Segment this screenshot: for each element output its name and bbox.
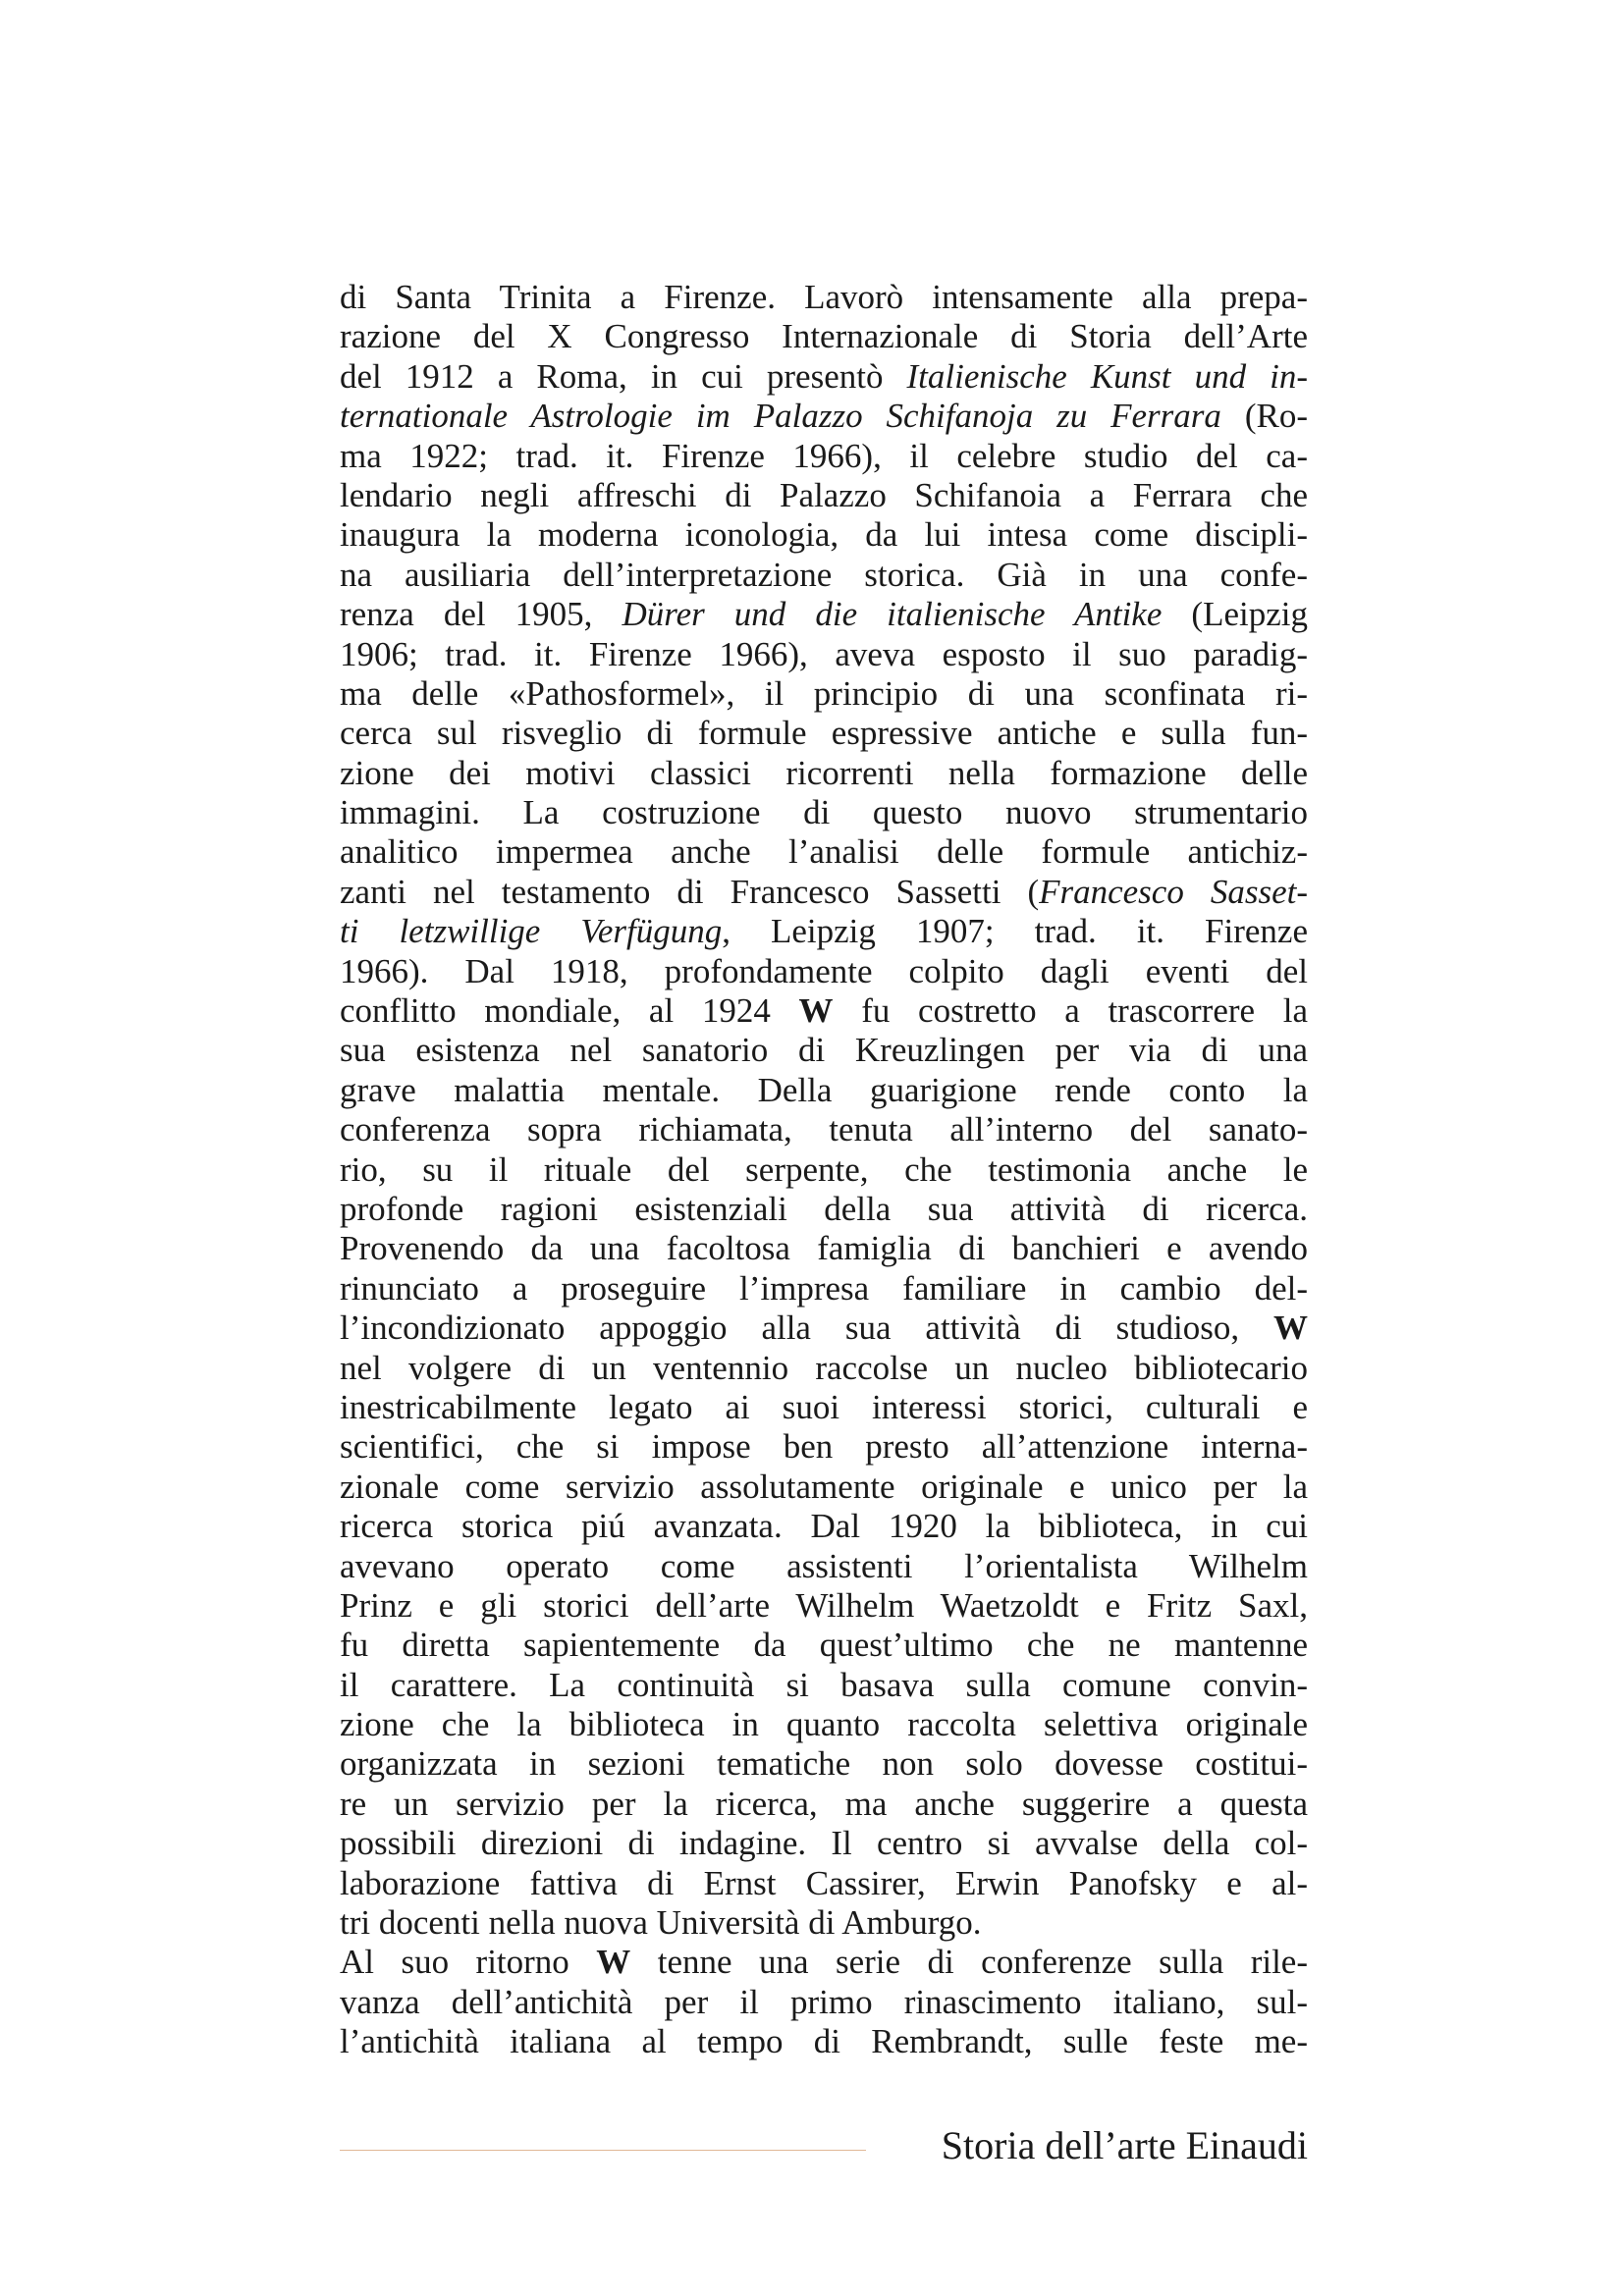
text-run: lendario negli affreschi di Palazzo Schifanoia a Ferrara che <box>340 475 1308 514</box>
text-line <box>340 793 1308 832</box>
text-run: di Santa Trinita a Firenze. Lavorò intensamente alla prepa- <box>340 278 1308 316</box>
text-run: ricerca storica piú avanzata. Dal 1920 la biblioteca, in cui <box>340 1507 1308 1546</box>
text-run: immagini. La costruzione di questo nuovo strumentario <box>340 793 1308 832</box>
text-run: ma 1922; trad. it. Firenze 1966), il celebre studio del ca- <box>340 436 1308 475</box>
bold-text: W <box>596 1943 631 1982</box>
text-run: ma delle «Pathosformel», il principio di una sconfinata ri- <box>340 673 1308 713</box>
text-line <box>340 1824 1308 1863</box>
text-line <box>340 1427 1308 1467</box>
italic-text: ti letzwillige Verfügung <box>340 912 723 951</box>
text-line <box>340 437 1308 476</box>
text-run: possibili direzioni di indagine. Il centro si avvalse della col- <box>340 1824 1308 1863</box>
text-line <box>340 1071 1308 1110</box>
text-run: 1906; trad. it. Firenze 1966), aveva esposto il suo paradig- <box>340 634 1308 673</box>
text-run: re un servizio per la ricerca, ma anche suggerire a questa <box>340 1784 1308 1823</box>
text-run: fu costretto a trascorrere la <box>833 991 1308 1031</box>
text-line <box>340 912 1308 951</box>
text-line <box>340 1864 1308 1903</box>
text-line <box>340 1110 1308 1149</box>
italic-text: Francesco Sasset- <box>1039 872 1308 911</box>
text-run: scientifici, che si impose ben presto all’attenzione interna- <box>340 1427 1308 1467</box>
text-run: rinunciato a proseguire l’impresa familiare in cambio del- <box>340 1268 1308 1308</box>
text-run: (Ro- <box>1220 397 1309 436</box>
text-line <box>340 1626 1308 1665</box>
text-run: del 1912 a Roma, in cui presentò <box>340 356 907 396</box>
text-line <box>340 476 1308 515</box>
text-line <box>340 991 1308 1031</box>
text-run: razione del X Congresso Internazionale di Storia dell’Arte <box>340 317 1308 356</box>
text-line <box>340 1744 1308 1784</box>
text-run: profonde ragioni esistenziali della sua attività di ricerca. <box>340 1189 1308 1228</box>
text-run: Provenendo da una facoltosa famiglia di banchieri e avendo <box>340 1229 1308 1268</box>
text-line <box>340 397 1308 436</box>
text-run: (Leipzig <box>1162 595 1308 634</box>
text-run: zione dei motivi classici ricorrenti nella formazione delle <box>340 753 1308 792</box>
text-line <box>340 952 1308 991</box>
italic-text: ternationale Astrologie im Palazzo Schifanoja zu Ferrara <box>340 397 1221 436</box>
text-run: zanti nel testamento di Francesco Sassetti ( <box>340 872 1040 911</box>
footer-title: Storia dell’arte Einaudi <box>941 2123 1308 2167</box>
text-line <box>340 1943 1308 1982</box>
text-line <box>340 278 1308 317</box>
text-run: vanza dell’antichità per il primo rinascimento italiano, sul- <box>340 1982 1308 2021</box>
text-line <box>340 2022 1308 2061</box>
text-line <box>340 754 1308 793</box>
text-run: tri docenti nella nuova Università di Amburgo. <box>340 1903 982 1943</box>
text-line <box>340 1388 1308 1427</box>
text-line <box>340 556 1308 595</box>
text-line <box>340 1785 1308 1824</box>
text-line <box>340 1507 1308 1546</box>
text-line <box>340 1150 1308 1190</box>
text-run: avevano operato come assistenti l’orientalista Wilhelm <box>340 1546 1308 1585</box>
text-line <box>340 317 1308 356</box>
text-line <box>340 1468 1308 1507</box>
text-run: cerca sul risveglio di formule espressive antiche e sulla fun- <box>340 714 1308 753</box>
italic-text: Italienische Kunst und in- <box>906 356 1308 396</box>
text-run: renza del 1905, <box>340 595 622 634</box>
bold-text: W <box>1273 1308 1308 1348</box>
bold-text: W <box>798 991 834 1031</box>
text-run: 1966). Dal 1918, profondamente colpito dagli eventi del <box>340 951 1308 990</box>
text-run: sua esistenza nel sanatorio di Kreuzlingen per via di una <box>340 1031 1308 1070</box>
text-run: tenne una serie di conferenze sulla rile- <box>630 1943 1308 1982</box>
text-run: analitico impermea anche l’analisi delle formule antichiz- <box>340 832 1308 872</box>
text-line <box>340 1308 1308 1348</box>
text-run: conflitto mondiale, al 1924 <box>340 991 799 1031</box>
text-line <box>340 873 1308 912</box>
text-line <box>340 832 1308 872</box>
text-run: nel volgere di un ventennio raccolse un nucleo bibliotecario <box>340 1348 1308 1387</box>
text-run: zione che la biblioteca in quanto raccolta selettiva originale <box>340 1705 1308 1744</box>
text-line <box>340 515 1308 555</box>
text-line <box>340 1547 1308 1586</box>
text-line <box>340 635 1308 674</box>
text-run: , Leipzig 1907; trad. it. Firenze <box>722 912 1308 951</box>
text-run: fu diretta sapientemente da quest’ultimo che ne mantenne <box>340 1626 1308 1665</box>
text-line <box>340 714 1308 753</box>
text-run: Prinz e gli storici dell’arte Wilhelm Waetzoldt e Fritz Saxl, <box>340 1585 1308 1625</box>
text-line <box>340 1190 1308 1229</box>
text-line <box>340 1031 1308 1070</box>
text-line <box>340 674 1308 714</box>
text-run: inestricabilmente legato ai suoi interessi storici, culturali e <box>340 1387 1308 1426</box>
text-run: organizzata in sezioni tematiche non solo dovesse costitui- <box>340 1744 1308 1784</box>
text-line <box>340 1705 1308 1744</box>
italic-text: Dürer und die italienische Antike <box>622 595 1163 634</box>
text-line <box>340 357 1308 397</box>
text-run: laborazione fattiva di Ernst Cassirer, Erwin Panofsky e al- <box>340 1863 1308 1902</box>
text-run: grave malattia mentale. Della guarigione rende conto la <box>340 1070 1308 1109</box>
text-run: rio, su il rituale del serpente, che testimonia anche le <box>340 1149 1308 1189</box>
text-run: inaugura la moderna iconologia, da lui intesa come discipli- <box>340 515 1308 555</box>
text-line <box>340 1349 1308 1388</box>
text-run: Al suo ritorno <box>340 1943 597 1982</box>
text-run: il carattere. La continuità si basava sulla comune convin- <box>340 1665 1308 1704</box>
text-line <box>340 1269 1308 1308</box>
text-line <box>340 1903 1308 1943</box>
text-line <box>340 1666 1308 1705</box>
text-line <box>340 1983 1308 2022</box>
text-run: conferenza sopra richiamata, tenuta all’interno del sanato- <box>340 1110 1308 1149</box>
text-run: l’antichità italiana al tempo di Rembrandt, sulle feste me- <box>340 2022 1308 2061</box>
text-line <box>340 595 1308 634</box>
text-line <box>340 1586 1308 1626</box>
text-run: l’incondizionato appoggio alla sua attività di studioso, <box>340 1308 1273 1348</box>
footer-rule <box>340 2150 866 2151</box>
text-run: zionale come servizio assolutamente originale e unico per la <box>340 1467 1308 1506</box>
text-run: na ausiliaria dell’interpretazione storica. Già in una confe- <box>340 555 1308 594</box>
text-line <box>340 1229 1308 1268</box>
body-text <box>340 278 1308 2062</box>
